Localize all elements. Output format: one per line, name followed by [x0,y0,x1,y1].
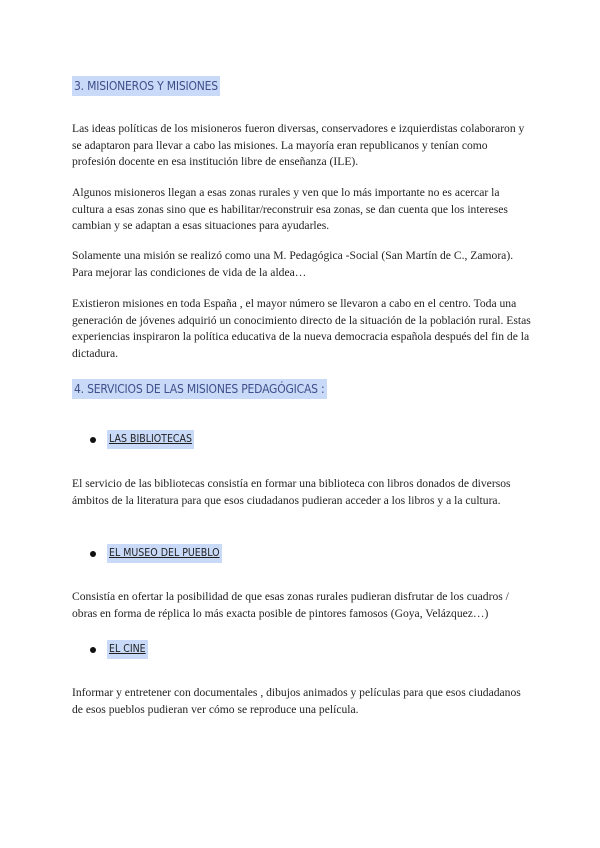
paragraph-cine [72,685,532,718]
bullet-label: EL MUSEO DEL PUEBLO [107,544,222,563]
paragraph-text: Solamente una misión se realizó como una M. Pedagógica -Social (San Martín de C., Zamora). Para mejorar las condiciones de vida de la aldea… [72,249,514,279]
paragraph-text: El servicio de las bibliotecas consistía en formar una biblioteca con libros donados de diversos ámbitos de la literatura para que esos ciudadanos pudieran acceder a los libros y a la cultura. [72,477,511,507]
section-heading-misioneros: 3. MISIONEROS Y MISIONES [72,76,220,96]
bullet-dot-icon [90,437,96,443]
bullet-dot-icon [90,551,96,557]
section-heading-servicios: 4. SERVICIOS DE LAS MISIONES PEDAGÓGICAS : [72,379,327,399]
paragraph-text: Existieron misiones en toda España , el mayor número se llevaron a cabo en el centro. Toda una generación de jóvenes adquirió un conocimiento directo de la situación de la población rural. Estas experiencias inspiraron la política educativa de la nueva democracia española después del fin de la dictadura. [72,297,531,360]
paragraph-existieron-misiones [72,296,532,362]
bullet-cine [90,640,148,659]
bullet-bibliotecas [90,430,194,449]
paragraph-museo [72,589,532,622]
paragraph-text: Algunos misioneros llegan a esas zonas rurales y ven que lo más importante no es acercar la cultura a esas zonas sino que es habilitar/reconstruir esa zonas, se dan cuenta que los intereses cambian y se adaptan a esas situaciones para ayudarles. [72,186,508,232]
paragraph-ideas-politicas [72,121,532,171]
paragraph-text: Consistía en ofertar la posibilidad de que esas zonas rurales pudieran disfrutar de los cuadros / obras en forma de réplica lo más exacta posible de pintores famosos (Goya, Velázquez…) [72,590,509,620]
paragraph-zonas-rurales [72,185,532,235]
bullet-label: LAS BIBLIOTECAS [107,430,194,449]
bullet-museo [90,544,222,563]
paragraph-text: Informar y entretener con documentales , dibujos animados y películas para que esos ciudadanos de esos pueblos pudieran ver cómo se reproduce una película. [72,686,521,716]
paragraph-mision-social [72,248,532,281]
paragraph-bibliotecas [72,476,532,509]
bullet-dot-icon [90,647,96,653]
paragraph-text: Las ideas políticas de los misioneros fueron diversas, conservadores e izquierdistas colaboraron y se adaptaron para llevar a cabo las misiones. La mayoría eran republicanos y tenían como profesión docente en esa institución libre de enseñanza (ILE). [72,122,525,168]
bullet-label: EL CINE [107,640,148,659]
